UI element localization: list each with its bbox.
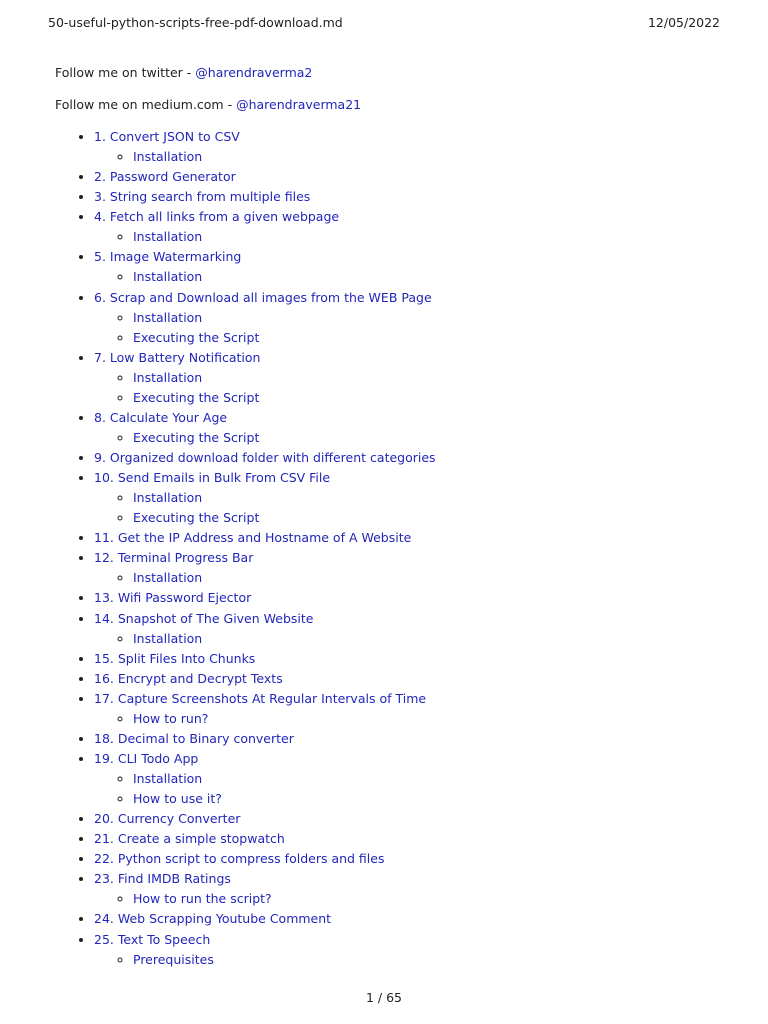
toc-sublink[interactable]: How to run? (133, 710, 209, 726)
toc-item (94, 869, 728, 909)
toc-sublink[interactable]: Prerequisites (133, 951, 214, 967)
toc-link[interactable]: 21. Create a simple stopwatch (94, 831, 285, 847)
toc-sublink[interactable]: Installation (133, 570, 203, 586)
toc-item (94, 729, 728, 749)
toc-subitem (133, 227, 728, 247)
toc-sublink[interactable]: Installation (133, 630, 203, 646)
toc-sublist (94, 147, 728, 167)
toc-subitem (133, 368, 728, 388)
follow-medium (55, 96, 728, 114)
toc-link[interactable]: 7. Low Battery Notification (94, 349, 261, 365)
toc-sublist (94, 889, 728, 909)
document-filename: 50-useful-python-scripts-free-pdf-download.md (48, 15, 343, 30)
toc-item (94, 207, 728, 247)
page-header (48, 15, 720, 33)
toc-sublink[interactable]: Installation (133, 229, 203, 245)
toc-sublink[interactable]: Installation (133, 490, 203, 506)
toc-sublist (94, 568, 728, 588)
toc-link[interactable]: 8. Calculate Your Age (94, 409, 228, 425)
toc-subitem (133, 629, 728, 649)
toc-sublink[interactable]: Installation (133, 369, 203, 385)
toc-subitem (133, 950, 728, 970)
toc-link[interactable]: 12. Terminal Progress Bar (94, 550, 254, 566)
toc-item (94, 669, 728, 689)
toc-item (94, 167, 728, 187)
toc-item (94, 127, 728, 167)
toc-link[interactable]: 5. Image Watermarking (94, 249, 242, 265)
follow-twitter-prefix: Follow me on twitter - (55, 65, 196, 80)
toc-link[interactable]: 13. Wifi Password Ejector (94, 590, 252, 606)
toc-sublink[interactable]: Installation (133, 269, 203, 285)
toc-sublink[interactable]: Installation (133, 309, 203, 325)
toc-sublist (94, 629, 728, 649)
toc-link[interactable]: 24. Web Scrapping Youtube Comment (94, 911, 332, 927)
toc-subitem (133, 789, 728, 809)
toc-item (94, 548, 728, 588)
follow-twitter (55, 64, 728, 82)
toc-item (94, 247, 728, 287)
follow-medium-prefix: Follow me on medium.com - (55, 97, 237, 112)
toc-sublist (94, 368, 728, 408)
toc-subitem (133, 568, 728, 588)
toc-sublist (94, 227, 728, 247)
toc-sublist (94, 308, 728, 348)
toc-item (94, 609, 728, 649)
toc-item (94, 809, 728, 829)
toc-sublist (94, 950, 728, 970)
toc-link[interactable]: 16. Encrypt and Decrypt Texts (94, 670, 283, 686)
toc-subitem (133, 709, 728, 729)
document-date: 12/05/2022 (647, 15, 720, 30)
toc-sublink[interactable]: How to run the script? (133, 891, 272, 907)
page-number: 1 / 65 (365, 990, 403, 1005)
toc-link[interactable]: 17. Capture Screenshots At Regular Intervals of Time (94, 690, 427, 706)
toc-subitem (133, 328, 728, 348)
toc-link[interactable]: 9. Organized download folder with different categories (94, 450, 436, 465)
toc-link[interactable]: 1. Convert JSON to CSV (94, 129, 240, 144)
toc-item (94, 930, 728, 970)
toc-subitem (133, 769, 728, 789)
toc-sublist (94, 267, 728, 287)
toc-subitem (133, 488, 728, 508)
toc-sublink[interactable]: Executing the Script (133, 329, 260, 345)
toc-subitem (133, 147, 728, 167)
toc-link[interactable]: 2. Password Generator (94, 169, 236, 185)
toc-sublink[interactable]: Executing the Script (133, 429, 260, 445)
toc-link[interactable]: 11. Get the IP Address and Hostname of A Website (94, 530, 412, 546)
toc-subitem (133, 508, 728, 528)
table-of-contents (55, 127, 728, 970)
toc-subitem (133, 889, 728, 909)
toc-item (94, 588, 728, 608)
toc-link[interactable]: 10. Send Emails in Bulk From CSV File (94, 470, 331, 486)
twitter-handle-link[interactable]: @harendraverma2 (195, 65, 313, 80)
document-body (55, 64, 728, 970)
toc-item (94, 348, 728, 408)
toc-item (94, 909, 728, 929)
toc-link[interactable]: 19. CLI Todo App (94, 750, 199, 766)
toc-sublist (94, 488, 728, 528)
toc-subitem (133, 428, 728, 448)
toc-link[interactable]: 18. Decimal to Binary converter (94, 730, 294, 746)
toc-item (94, 187, 728, 207)
toc-link[interactable]: 3. String search from multiple files (94, 189, 311, 205)
toc-sublist (94, 769, 728, 809)
toc-subitem (133, 388, 728, 408)
toc-sublink[interactable]: How to use it? (133, 791, 222, 807)
toc-item (94, 849, 728, 869)
toc-subitem (133, 308, 728, 328)
toc-link[interactable]: 4. Fetch all links from a given webpage (94, 209, 340, 225)
toc-item (94, 649, 728, 669)
toc-item (94, 448, 728, 468)
toc-link[interactable]: 25. Text To Speech (94, 931, 211, 947)
toc-item (94, 408, 728, 448)
toc-link[interactable]: 22. Python script to compress folders and files (94, 851, 385, 867)
toc-link[interactable]: 6. Scrap and Download all images from the WEB Page (94, 289, 432, 305)
toc-link[interactable]: 23. Find IMDB Ratings (94, 871, 231, 887)
toc-item (94, 749, 728, 809)
toc-sublist (94, 709, 728, 729)
toc-item (94, 528, 728, 548)
toc-item (94, 829, 728, 849)
toc-link[interactable]: 20. Currency Converter (94, 811, 241, 827)
toc-sublink[interactable]: Executing the Script (133, 510, 260, 526)
toc-sublist (94, 428, 728, 448)
toc-subitem (133, 267, 728, 287)
toc-item (94, 288, 728, 348)
toc-sublink[interactable]: Executing the Script (133, 389, 260, 405)
toc-item (94, 689, 728, 729)
toc-link[interactable]: 14. Snapshot of The Given Website (94, 610, 314, 626)
toc-sublink[interactable]: Installation (133, 149, 203, 165)
medium-handle-link[interactable]: @harendraverma21 (236, 97, 362, 112)
toc-link[interactable]: 15. Split Files Into Chunks (94, 650, 256, 666)
toc-item (94, 468, 728, 528)
toc-sublink[interactable]: Installation (133, 771, 203, 786)
